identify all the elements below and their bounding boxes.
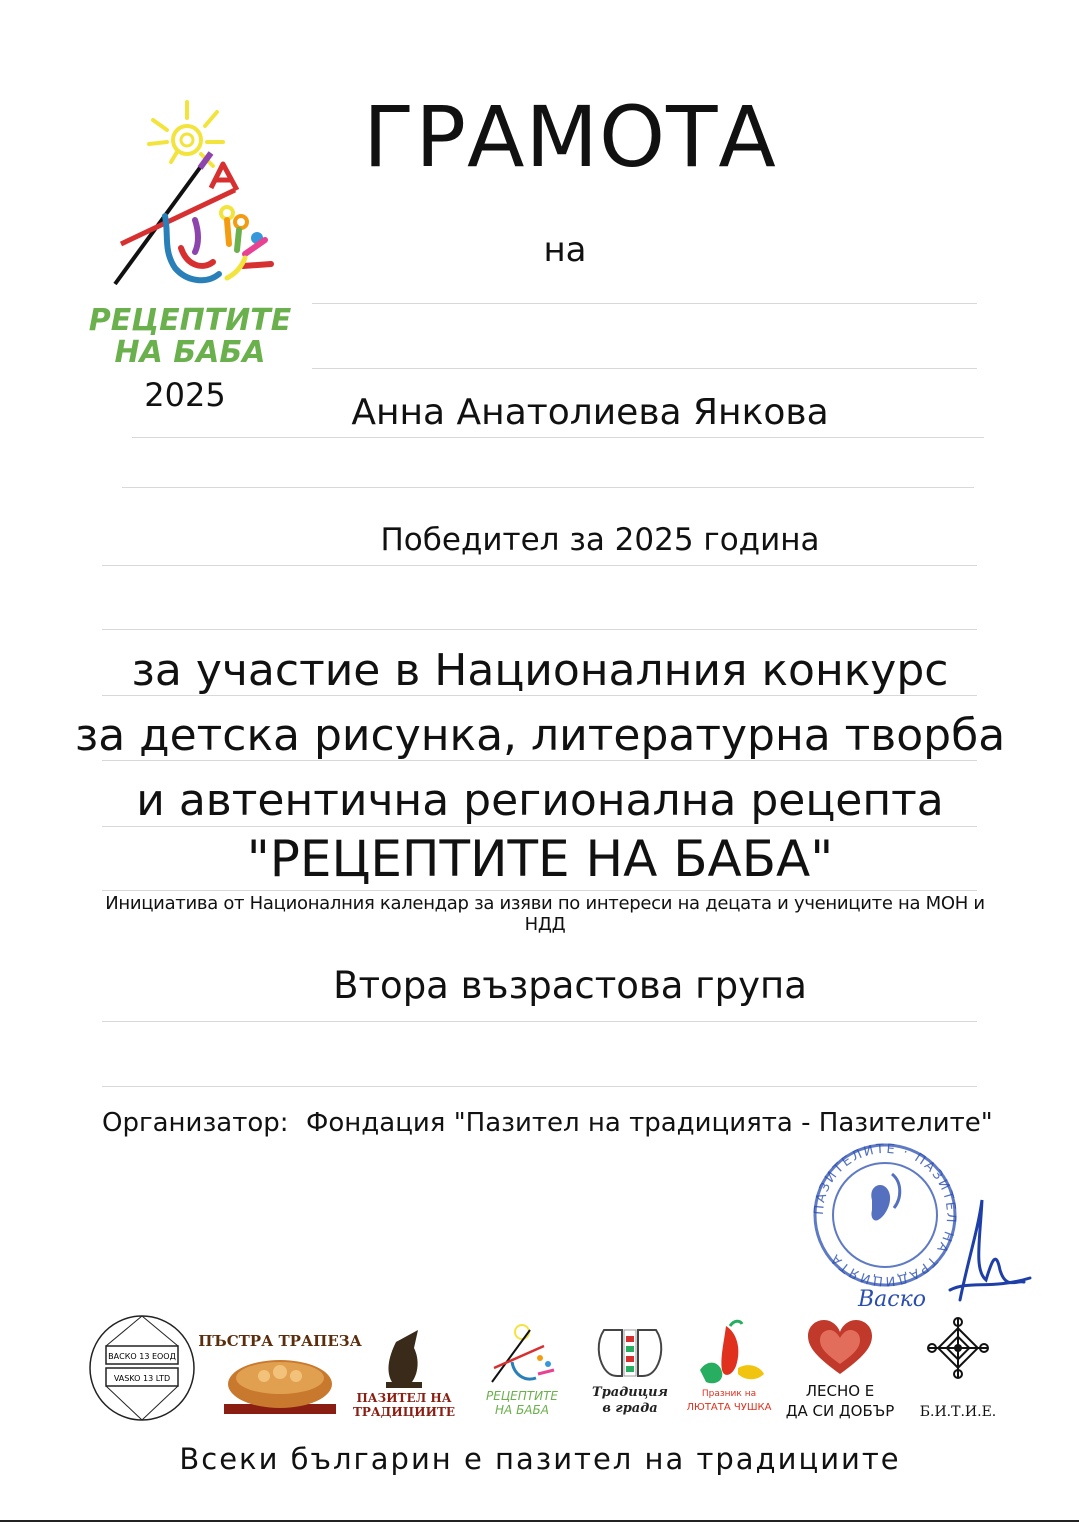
stamp-ring-text: ПАЗИТЕЛИТЕ · ПАЗИТЕЛ НА ТРАДИЦИЯТА	[811, 1141, 959, 1289]
contest-name: "РЕЦЕПТИТЕ НА БАБА"	[246, 830, 834, 888]
description-line: и автентична регионална рецепта	[136, 775, 944, 826]
divider	[102, 629, 977, 630]
sponsor-text: ДА СИ ДОБЪР	[785, 1402, 895, 1420]
octagon-icon	[86, 1312, 198, 1422]
logo-text-line1: РЕЦЕПТИТЕ	[88, 303, 292, 338]
divider	[312, 303, 977, 304]
divider	[102, 565, 977, 566]
divider	[102, 1086, 977, 1087]
sponsor-pazitel-logo	[352, 1312, 456, 1422]
stamp-icon	[810, 1140, 1040, 1340]
brush-hand-icon	[88, 98, 292, 378]
sponsor-text: Традиция	[592, 1385, 668, 1400]
description-line: за участие в Националния конкурс	[131, 645, 949, 696]
sponsor-bitie-logo	[908, 1312, 1008, 1422]
divider	[102, 890, 977, 891]
page-title: ГРАМОТА	[363, 88, 777, 186]
stamp-signature	[810, 1140, 1040, 1340]
sponsor-lesno-logo	[784, 1312, 896, 1422]
organizer-label: Организатор:	[102, 1108, 289, 1138]
organizer-name: Фондация "Пазител на традицията - Пазителите"	[306, 1108, 993, 1138]
pepper-icon	[686, 1312, 772, 1422]
sponsor-pastra-logo	[198, 1312, 362, 1422]
motto: Всеки българин е пазител на традициите	[179, 1442, 901, 1476]
bottom-border	[0, 1520, 1079, 1522]
sponsor-text: в града	[602, 1401, 658, 1416]
pitcher-icon	[352, 1312, 456, 1422]
bread-icon	[198, 1312, 362, 1422]
divider	[132, 437, 984, 438]
recipient-name: Анна Анатолиева Янкова	[351, 392, 829, 433]
sponsor-text: VASKO 13 LTD	[113, 1374, 171, 1383]
sponsor-text: Празник на	[701, 1389, 757, 1399]
description-line: за детска рисунка, литературна творба	[74, 710, 1006, 761]
divider	[312, 368, 977, 369]
sponsor-recepti-logo	[478, 1312, 568, 1422]
logo-year: 2025	[144, 376, 226, 414]
brush-hand-icon	[478, 1312, 568, 1422]
sponsor-text: РЕЦЕПТИТЕ	[486, 1389, 558, 1403]
sponsor-text: ПАЗИТЕЛ НА	[356, 1391, 452, 1405]
divider	[122, 487, 974, 488]
sponsor-text: ЛЮТАТА ЧУШКА	[686, 1402, 772, 1413]
signature-text: Васко	[858, 1287, 926, 1312]
to-label: на	[543, 230, 587, 270]
award-text: Победител за 2025 година	[380, 522, 820, 558]
heart-icon	[784, 1312, 896, 1422]
sponsor-tradicia-logo	[588, 1312, 672, 1422]
age-group: Втора възрастова група	[333, 964, 807, 1007]
logo-text-line2: НА БАБА	[114, 335, 266, 370]
sponsor-text: НА БАБА	[495, 1403, 549, 1417]
faces-icon	[588, 1312, 672, 1422]
initiative-note: Инициатива от Националния календар за изяви по интереси на децата и учениците на МОН и НДД	[105, 893, 985, 935]
sponsor-text: ЛЕСНО Е	[805, 1382, 875, 1400]
ornament-icon	[908, 1312, 1008, 1422]
sponsor-text: ТРАДИЦИИТЕ	[352, 1405, 456, 1419]
sponsor-text: ПЪСТРА ТРАПЕЗА	[198, 1332, 362, 1350]
main-logo	[88, 98, 292, 378]
divider	[102, 1021, 977, 1022]
sponsor-vasko-logo	[86, 1312, 198, 1422]
sponsor-text: ВАСКО 13 ЕООД	[108, 1352, 176, 1361]
sponsor-text: Б.И.Т.И.Е.	[919, 1404, 997, 1420]
sponsor-praznik-logo	[686, 1312, 772, 1422]
divider	[102, 826, 977, 827]
